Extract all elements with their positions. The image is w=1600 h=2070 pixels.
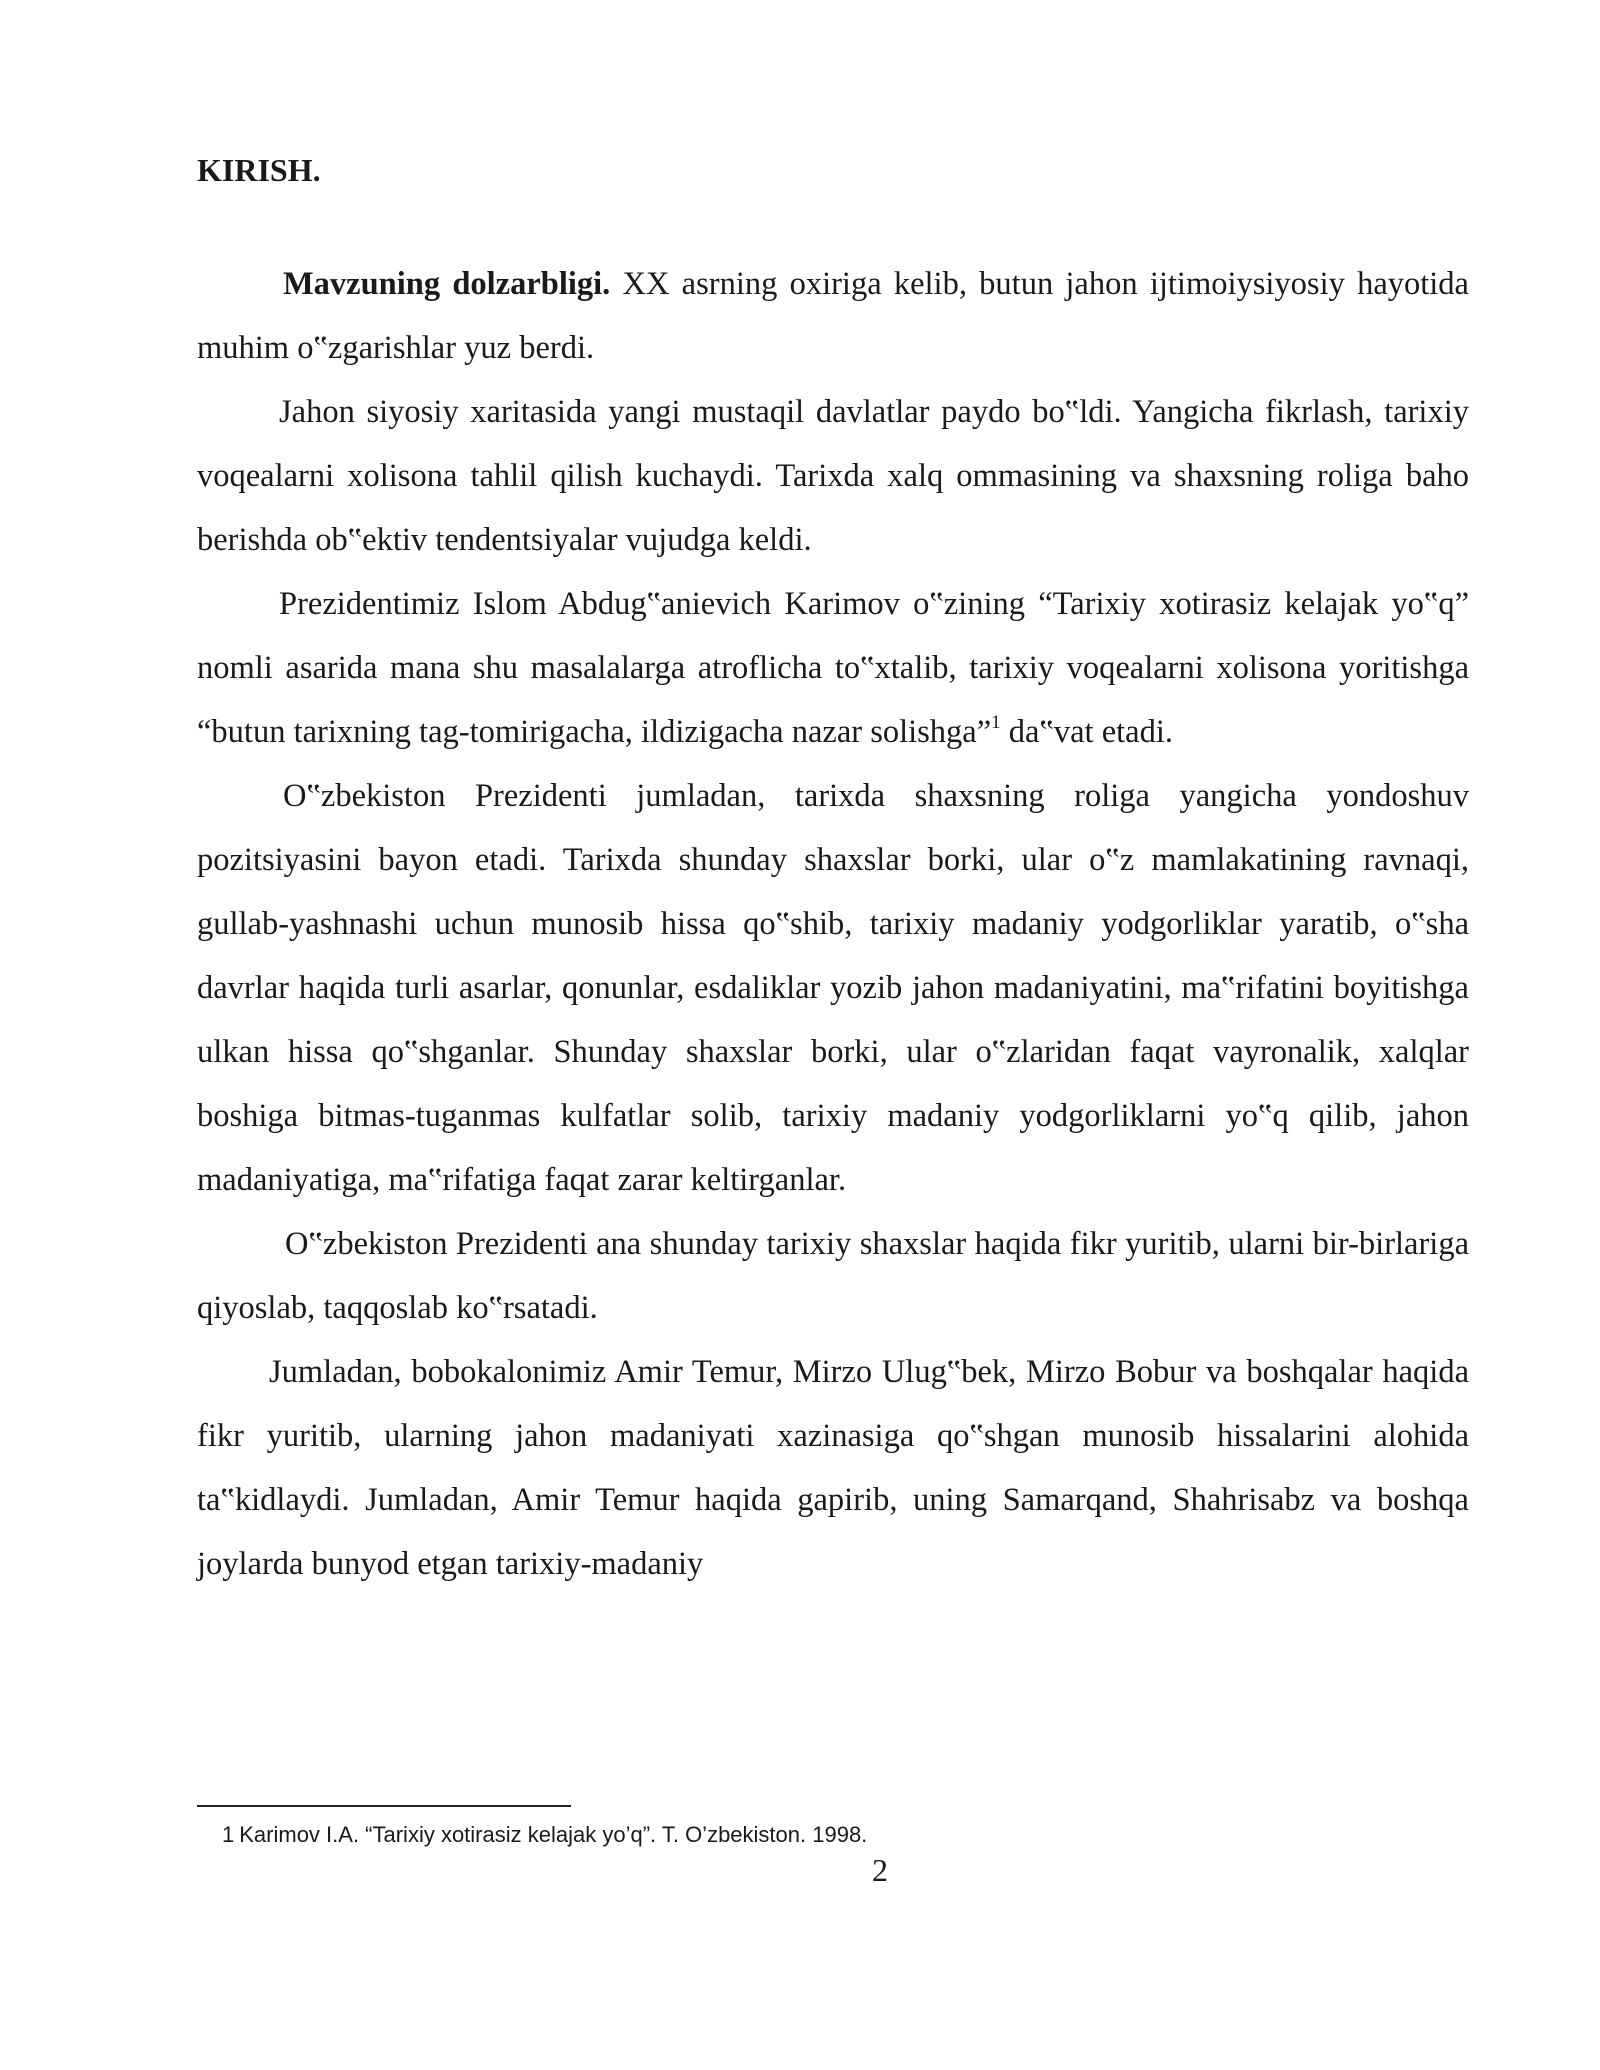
body-text <box>197 252 1469 1596</box>
paragraph-text: da‟vat etadi. <box>1000 714 1173 750</box>
paragraph: Jumladan, bobokalonimiz Amir Temur, Mirzo Ulug‟bek, Mirzo Bobur va boshqalar haqida fikr yuritib, ularning jahon madaniyati xazinasiga qo‟shgan munosib hissalarini alohida ta‟kidlaydi. Jumladan, Amir Temur haqida gapirib, uning Samarqand, Shahrisabz va boshqa joylarda bunyod etgan tarixiy-madaniy <box>197 1354 1469 1582</box>
paragraph: O‟zbekiston Prezidenti jumladan, tarixda shaxsning roliga yangicha yondoshuv pozitsiyasini bayon etadi. Tarixda shunday shaxslar borki, ular o‟z mamlakatining ravnaqi, gullab-yashnashi uchun munosib hissa qo‟shib, tarixiy madaniy yodgorliklar yaratib, o‟sha davrlar haqida turli asarlar, qonunlar, esdaliklar yozib jahon madaniyatini, ma‟rifatini boyitishga ulkan hissa qo‟shganlar. Shunday shaxslar borki, ular o‟zlaridan faqat vayronalik, xalqlar boshiga bitmas-tuganmas kulfatlar solib, tarixiy madaniy yodgorliklarni yo‟q qilib, jahon madaniyatiga, ma‟rifatiga faqat zarar keltirganlar. <box>197 778 1469 1198</box>
paragraph-lead: Mavzuning dolzarbligi. <box>283 266 611 302</box>
paragraph: O‟zbekiston Prezidenti ana shunday tarixiy shaxslar haqida fikr yuritib, ularni bir-birlariga qiyoslab, taqqoslab ko‟rsatadi. <box>197 1226 1469 1326</box>
page-number: 2 <box>872 1852 888 1888</box>
paragraph: Jahon siyosiy xaritasida yangi mustaqil davlatlar paydo bo‟ldi. Yangicha fikrlash, tarixiy voqealarni xolisona tahlil qilish kuchaydi. Tarixda xalq ommasining va shaxsning roliga baho berishda ob‟ektiv tendentsiyalar vujudga keldi. <box>197 394 1469 558</box>
paragraph-text: XX asrning oxiriga kelib, butun jahon ijtimoiysiyosiy hayotida muhim o‟zgarishlar yuz berdi. <box>197 266 1469 366</box>
footnote <box>222 1820 867 1850</box>
paragraph-with-footnote <box>197 572 1469 764</box>
footnote-separator <box>197 1805 571 1807</box>
footnote-number: 1 <box>222 1822 235 1847</box>
footnote-text: Karimov I.A. “Tarixiy xotirasiz kelajak yo’q”. T. O’zbekiston. 1998. <box>239 1822 868 1847</box>
paragraph-relevance <box>197 252 1469 380</box>
section-heading: KIRISH. <box>197 152 321 188</box>
paragraph-text: Prezidentimiz Islom Abdug‟anievich Karimov o‟zining “Tarixiy xotirasiz kelajak yo‟q” nomli asarida mana shu masalalarga atroflicha to‟xtalib, tarixiy voqealarni xolisona yoritishga “butun tarixning tag-tomirigacha, ildizigacha nazar solishga” <box>197 586 1469 750</box>
footnote-reference[interactable]: 1 <box>991 712 1001 734</box>
